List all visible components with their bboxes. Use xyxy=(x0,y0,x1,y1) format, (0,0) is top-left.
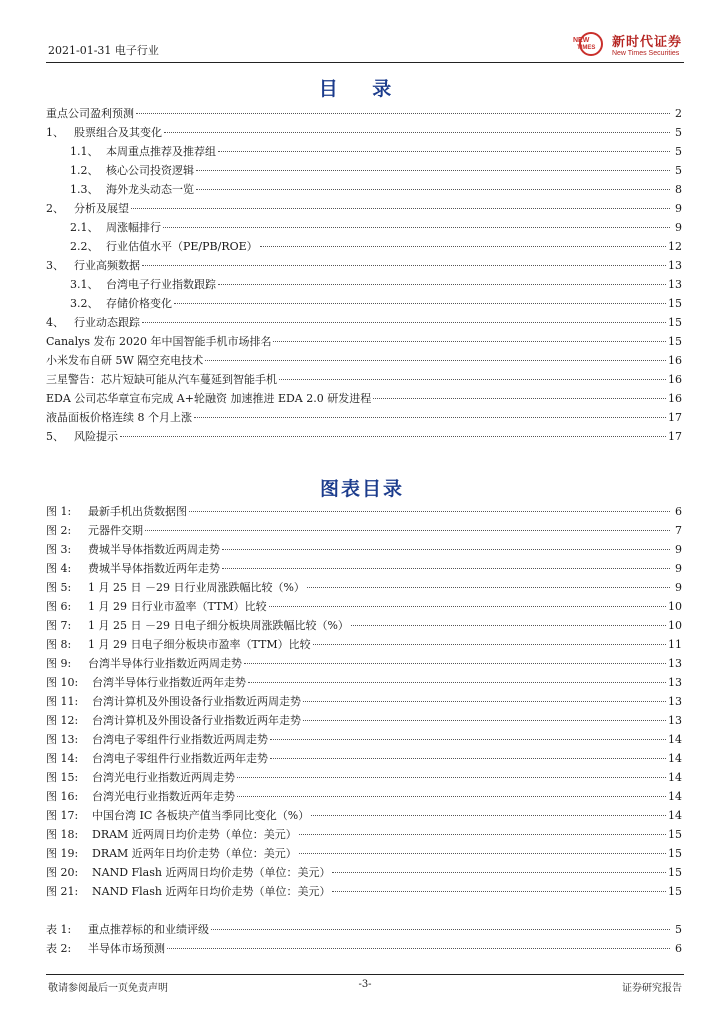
entry-number: 2.2、 xyxy=(70,240,99,253)
dot-leader xyxy=(237,777,666,778)
entry-page: 15 xyxy=(668,885,682,898)
figure-entry[interactable] xyxy=(46,578,682,597)
entry-number: 图 8: xyxy=(46,638,72,651)
entry-page: 15 xyxy=(668,847,682,860)
entry-label: 台湾电子零组件行业指数近两年走势 xyxy=(92,752,268,765)
dot-leader xyxy=(332,891,666,892)
entry-label: 行业高频数据 xyxy=(74,259,140,272)
entry-number: 图 10: xyxy=(46,676,79,689)
table-entry[interactable] xyxy=(46,920,682,939)
entry-number: 图 6: xyxy=(46,600,72,613)
entry-page: 12 xyxy=(668,240,682,253)
entry-number: 图 11: xyxy=(46,695,79,708)
entry-number: 图 1: xyxy=(46,505,72,518)
figure-entry[interactable] xyxy=(46,635,682,654)
entry-number: 图 17: xyxy=(46,809,79,822)
dot-leader xyxy=(218,284,666,285)
entry-number: 图 4: xyxy=(46,562,72,575)
dot-leader xyxy=(142,322,666,323)
entry-number: 1.2、 xyxy=(70,164,99,177)
toc-list xyxy=(46,104,682,446)
entry-page: 15 xyxy=(668,297,682,310)
entry-number: 3.1、 xyxy=(70,278,99,291)
dot-leader xyxy=(244,663,666,664)
entry-label: 半导体市场预测 xyxy=(88,942,165,955)
entry-label: EDA 公司芯华章宣布完成 A+轮融资 加速推进 EDA 2.0 研发进程 xyxy=(46,392,372,405)
entry-label: 行业估值水平（PE/PB/ROE） xyxy=(106,240,258,253)
figure-entry[interactable] xyxy=(46,673,682,692)
entry-label: 中国台湾 IC 各板块产值当季同比变化（%） xyxy=(92,809,310,822)
entry-number: 1.3、 xyxy=(70,183,99,196)
entry-page: 11 xyxy=(668,638,682,651)
entry-label: 存储价格变化 xyxy=(106,297,172,310)
entry-label: 台湾半导体行业指数近两年走势 xyxy=(92,676,246,689)
header-date-industry: 2021-01-31 电子行业 xyxy=(48,44,159,57)
entry-page: 14 xyxy=(668,809,682,822)
entry-label: 台湾计算机及外围设备行业指数近两年走势 xyxy=(92,714,301,727)
toc-entry[interactable] xyxy=(46,104,682,123)
entry-page: 6 xyxy=(675,505,682,518)
figure-entry[interactable] xyxy=(46,692,682,711)
entry-label: 本周重点推荐及推荐组 xyxy=(106,145,216,158)
dot-leader xyxy=(194,417,666,418)
dot-leader xyxy=(145,530,670,531)
entry-label: 1 月 29 日行业市盈率（TTM）比较 xyxy=(88,600,267,613)
entry-label: 重点公司盈利预测 xyxy=(46,107,134,120)
entry-number: 1、 xyxy=(46,126,64,139)
dot-leader xyxy=(218,151,670,152)
entry-page: 17 xyxy=(668,411,682,424)
figure-entry[interactable] xyxy=(46,559,682,578)
entry-label: 1 月 25 日 －29 日行业周涨跌幅比较（%） xyxy=(88,581,305,594)
figure-entry[interactable] xyxy=(46,768,682,787)
company-logo xyxy=(573,30,682,58)
figure-entry[interactable] xyxy=(46,825,682,844)
page-footer xyxy=(46,974,684,995)
table-entry[interactable] xyxy=(46,939,682,958)
toc-entry[interactable] xyxy=(46,294,682,313)
toc-entry[interactable] xyxy=(46,351,682,370)
dot-leader xyxy=(248,682,666,683)
entry-page: 14 xyxy=(668,771,682,784)
dot-leader xyxy=(211,929,670,930)
dot-leader xyxy=(279,379,666,380)
figure-entry[interactable] xyxy=(46,521,682,540)
entry-page: 5 xyxy=(675,923,682,936)
dot-leader xyxy=(332,872,666,873)
dot-leader xyxy=(205,360,666,361)
entry-page: 16 xyxy=(668,392,682,405)
dot-leader xyxy=(303,720,666,721)
toc-entry[interactable] xyxy=(46,180,682,199)
footer-page-number: -3- xyxy=(358,979,372,990)
toc-entry[interactable] xyxy=(46,123,682,142)
logo-english-name: New Times Securities xyxy=(611,50,680,57)
entry-page: 13 xyxy=(668,657,682,670)
dot-leader xyxy=(131,208,670,209)
toc-entry[interactable] xyxy=(46,199,682,218)
entry-number: 表 1: xyxy=(46,923,72,936)
dot-leader xyxy=(189,511,670,512)
dot-leader xyxy=(136,113,670,114)
entry-label: NAND Flash 近两年日均价走势（单位：美元） xyxy=(92,885,331,898)
entry-page: 15 xyxy=(668,316,682,329)
dot-leader xyxy=(260,246,666,247)
footer-report-type: 证券研究报告 xyxy=(622,983,682,994)
entry-number: 2.1、 xyxy=(70,221,99,234)
entry-number: 图 5: xyxy=(46,581,72,594)
entry-label: 台湾半导体行业指数近两周走势 xyxy=(88,657,242,670)
entry-page: 13 xyxy=(668,259,682,272)
entry-page: 14 xyxy=(668,790,682,803)
dot-leader xyxy=(299,853,666,854)
dot-leader xyxy=(167,948,670,949)
dot-leader xyxy=(270,739,666,740)
entry-label: 风险提示 xyxy=(74,430,118,443)
entry-page: 10 xyxy=(668,600,682,613)
dot-leader xyxy=(307,587,670,588)
entry-number: 4、 xyxy=(46,316,64,329)
entry-label: 分析及展望 xyxy=(74,202,129,215)
entry-page: 9 xyxy=(675,221,682,234)
entry-page: 14 xyxy=(668,752,682,765)
dot-leader xyxy=(120,436,666,437)
figure-entry[interactable] xyxy=(46,654,682,673)
entry-label: 1 月 25 日 －29 日电子细分板块周涨跌幅比较（%） xyxy=(88,619,349,632)
entry-page: 5 xyxy=(675,164,682,177)
dot-leader xyxy=(273,341,666,342)
page-header xyxy=(46,30,684,63)
entry-page: 5 xyxy=(675,126,682,139)
dot-leader xyxy=(164,132,670,133)
entry-label: Canalys 发布 2020 年中国智能手机市场排名 xyxy=(46,335,272,348)
logo-emblem-icon: NEW TIMES xyxy=(573,30,609,58)
figure-entry[interactable] xyxy=(46,749,682,768)
entry-number: 图 9: xyxy=(46,657,72,670)
dot-leader xyxy=(299,834,666,835)
entry-label: 台湾光电行业指数近两周走势 xyxy=(92,771,235,784)
entry-number: 5、 xyxy=(46,430,64,443)
dot-leader xyxy=(311,815,666,816)
entry-label: 液晶面板价格连续 8 个月上涨 xyxy=(46,411,192,424)
dot-leader xyxy=(163,227,670,228)
toc-entry[interactable] xyxy=(46,275,682,294)
entry-label: 台湾计算机及外围设备行业指数近两周走势 xyxy=(92,695,301,708)
dot-leader xyxy=(269,606,666,607)
entry-number: 图 12: xyxy=(46,714,79,727)
figure-entry[interactable] xyxy=(46,863,682,882)
entry-number: 2、 xyxy=(46,202,64,215)
entry-number: 图 13: xyxy=(46,733,79,746)
entry-label: DRAM 近两周日均价走势（单位：美元） xyxy=(92,828,297,841)
entry-label: 三星警告：芯片短缺可能从汽车蔓延到智能手机 xyxy=(46,373,277,386)
toc-entry[interactable] xyxy=(46,142,682,161)
dot-leader xyxy=(313,644,666,645)
entry-number: 图 3: xyxy=(46,543,72,556)
entry-page: 16 xyxy=(668,373,682,386)
entry-number: 图 19: xyxy=(46,847,79,860)
entry-page: 13 xyxy=(668,278,682,291)
entry-number: 图 7: xyxy=(46,619,72,632)
figure-entry[interactable] xyxy=(46,882,682,901)
toc-entry[interactable] xyxy=(46,370,682,389)
figure-entry[interactable] xyxy=(46,844,682,863)
toc-entry[interactable] xyxy=(46,408,682,427)
entry-label: 核心公司投资逻辑 xyxy=(106,164,194,177)
entry-number: 图 18: xyxy=(46,828,79,841)
entry-label: 行业动态跟踪 xyxy=(74,316,140,329)
entry-number: 3.2、 xyxy=(70,297,99,310)
figure-entry[interactable] xyxy=(46,540,682,559)
entry-label: 小米发布自研 5W 隔空充电技术 xyxy=(46,354,204,367)
entry-label: 费城半导体指数近两周走势 xyxy=(88,543,220,556)
entry-page: 9 xyxy=(675,581,682,594)
dot-leader xyxy=(237,796,666,797)
entry-page: 9 xyxy=(675,543,682,556)
entry-number: 3、 xyxy=(46,259,64,272)
entry-page: 15 xyxy=(668,335,682,348)
entry-number: 图 14: xyxy=(46,752,79,765)
entry-number: 图 15: xyxy=(46,771,79,784)
entry-label: 1 月 29 日电子细分板块市盈率（TTM）比较 xyxy=(88,638,311,651)
entry-label: 最新手机出货数据图 xyxy=(88,505,187,518)
entry-label: 台湾电子行业指数跟踪 xyxy=(106,278,216,291)
entry-page: 7 xyxy=(675,524,682,537)
entry-page: 16 xyxy=(668,354,682,367)
toc-entry[interactable] xyxy=(46,389,682,408)
entry-label: 重点推荐标的和业绩评级 xyxy=(88,923,209,936)
entry-page: 9 xyxy=(675,562,682,575)
entry-page: 14 xyxy=(668,733,682,746)
entry-label: DRAM 近两年日均价走势（单位：美元） xyxy=(92,847,297,860)
toc-entry[interactable] xyxy=(46,427,682,446)
entry-label: 股票组合及其变化 xyxy=(74,126,162,139)
entry-page: 13 xyxy=(668,714,682,727)
table-list xyxy=(46,920,682,958)
entry-number: 图 2: xyxy=(46,524,72,537)
entry-page: 10 xyxy=(668,619,682,632)
entry-page: 6 xyxy=(675,942,682,955)
figure-entry[interactable] xyxy=(46,502,682,521)
toc-entry[interactable] xyxy=(46,313,682,332)
toc-title: 目 录 xyxy=(318,78,406,100)
entry-number: 1.1、 xyxy=(70,145,99,158)
entry-label: 海外龙头动态一览 xyxy=(106,183,194,196)
dot-leader xyxy=(303,701,666,702)
toc-entry[interactable] xyxy=(46,218,682,237)
entry-page: 9 xyxy=(675,202,682,215)
entry-label: 周涨幅排行 xyxy=(106,221,161,234)
entry-page: 13 xyxy=(668,695,682,708)
entry-label: 费城半导体指数近两年走势 xyxy=(88,562,220,575)
entry-number: 表 2: xyxy=(46,942,72,955)
figure-list xyxy=(46,502,682,901)
entry-page: 17 xyxy=(668,430,682,443)
entry-page: 15 xyxy=(668,828,682,841)
entry-page: 5 xyxy=(675,145,682,158)
dot-leader xyxy=(174,303,666,304)
toc-entry[interactable] xyxy=(46,161,682,180)
dot-leader xyxy=(351,625,666,626)
figure-entry[interactable] xyxy=(46,711,682,730)
dot-leader xyxy=(222,568,670,569)
figure-entry[interactable] xyxy=(46,730,682,749)
entry-number: 图 16: xyxy=(46,790,79,803)
dot-leader xyxy=(196,189,670,190)
figures-title: 图表目录 xyxy=(319,478,404,500)
toc-entry[interactable] xyxy=(46,332,682,351)
entry-label: 台湾光电行业指数近两年走势 xyxy=(92,790,235,803)
entry-number: 图 21: xyxy=(46,885,79,898)
entry-page: 15 xyxy=(668,866,682,879)
dot-leader xyxy=(373,398,666,399)
footer-disclaimer[interactable]: 敬请参阅最后一页免责声明 xyxy=(48,983,168,994)
figure-entry[interactable] xyxy=(46,806,682,825)
figure-entry[interactable] xyxy=(46,787,682,806)
entry-page: 13 xyxy=(668,676,682,689)
figure-entry[interactable] xyxy=(46,597,682,616)
entry-label: 台湾电子零组件行业指数近两周走势 xyxy=(92,733,268,746)
dot-leader xyxy=(270,758,666,759)
entry-page: 2 xyxy=(675,107,682,120)
toc-entry[interactable] xyxy=(46,256,682,275)
figure-entry[interactable] xyxy=(46,616,682,635)
entry-number: 图 20: xyxy=(46,866,79,879)
dot-leader xyxy=(196,170,670,171)
dot-leader xyxy=(222,549,670,550)
toc-entry[interactable] xyxy=(46,237,682,256)
dot-leader xyxy=(142,265,666,266)
entry-label: NAND Flash 近两周日均价走势（单位：美元） xyxy=(92,866,331,879)
logo-chinese-name: 新时代证券 xyxy=(611,35,682,50)
entry-page: 8 xyxy=(675,183,682,196)
entry-label: 元器件交期 xyxy=(88,524,143,537)
